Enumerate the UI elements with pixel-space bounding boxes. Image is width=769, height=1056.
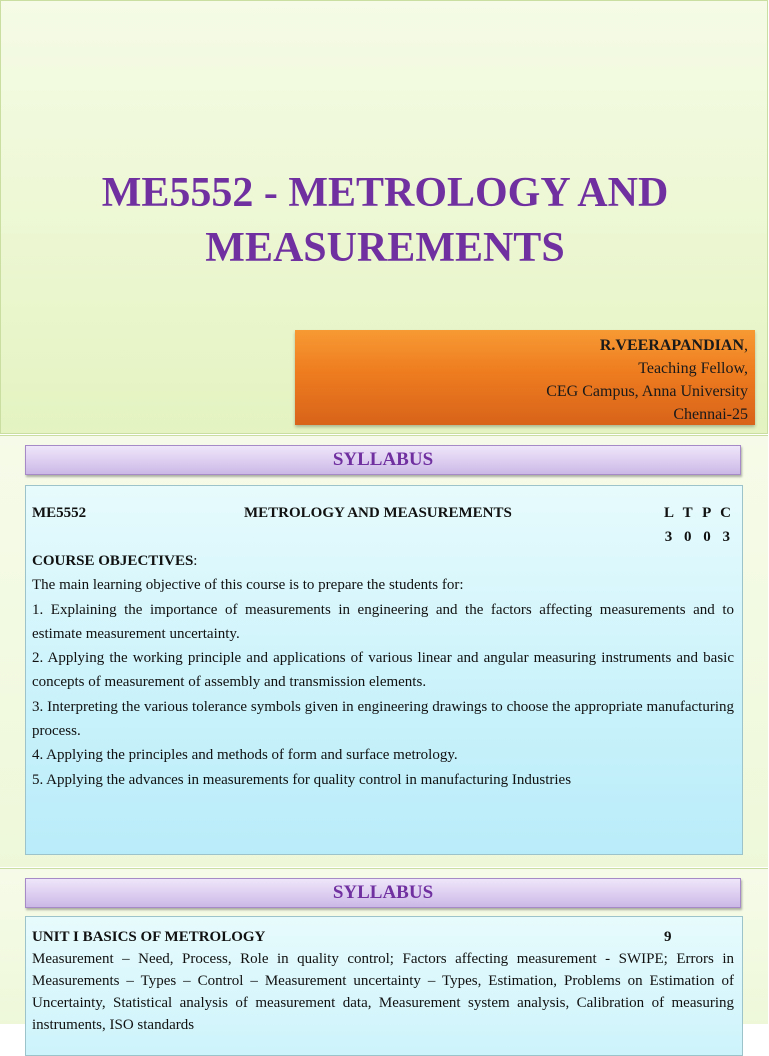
- author-role: Teaching Fellow,: [638, 360, 748, 377]
- objectives-intro: The main learning objective of this course is to prepare the students for:: [32, 577, 464, 594]
- objective-item: 5. Applying the advances in measurements for quality control in manufacturing Industries: [32, 771, 572, 788]
- objective-item: 2. Applying the working principle and applications of various linear and angular measuring instruments and basic concepts of measurement of assembly and transmission elements.: [32, 650, 734, 691]
- objective-item: 4. Applying the principles and methods of form and surface metrology.: [32, 747, 458, 764]
- author-info-box: [295, 330, 755, 425]
- author-campus: CEG Campus, Anna University: [546, 383, 748, 400]
- unit-content-box: [25, 916, 743, 1056]
- ltpc-values: 3 0 0 3: [664, 529, 734, 545]
- unit-title-row: [32, 926, 734, 948]
- syllabus-unit-slide: [0, 868, 768, 1033]
- course-name: METROLOGY AND MEASUREMENTS: [244, 505, 512, 521]
- objective-item: 1. Explaining the importance of measurements in engineering and the factors affecting measurements and to estimate measurement uncertainty.: [32, 601, 734, 642]
- title-slide: [0, 0, 768, 434]
- objectives-colon: :: [193, 553, 198, 569]
- course-code: ME5552: [32, 505, 87, 521]
- syllabus-heading: SYLLABUS: [25, 445, 741, 475]
- objectives-title: COURSE OBJECTIVES: [32, 553, 194, 569]
- objectives-title-line: [32, 549, 734, 573]
- author-name-line: [295, 334, 748, 357]
- course-title-line-2: MEASUREMENTS: [205, 225, 565, 271]
- ltpc-label: L T P C: [663, 505, 734, 521]
- course-header-row: [32, 501, 734, 525]
- author-city: Chennai-25: [673, 406, 748, 423]
- syllabus-slide: [0, 435, 768, 867]
- syllabus-content-box: [25, 485, 743, 855]
- unit-hours: 9: [664, 929, 672, 945]
- course-title: [1, 166, 769, 276]
- author-name-comma: ,: [744, 337, 748, 354]
- unit-description: Measurement – Need, Process, Role in quality control; Factors affecting measurement - SWIPE; Errors in Measurements – Types – Control – Measurement uncertainty – Types, Estimation, Problems on Estimation of Uncertainty, Statistical analysis of measurement data, Measurement system analysis, Calibration of measuring instruments, ISO standards: [32, 951, 734, 1033]
- syllabus-heading: SYLLABUS: [25, 878, 741, 908]
- objective-item: 3. Interpreting the various tolerance symbols given in engineering drawings to choose the appropriate manufacturing process.: [32, 698, 734, 740]
- unit-title: UNIT I BASICS OF METROLOGY: [32, 929, 266, 945]
- author-name: R.VEERAPANDIAN: [599, 337, 744, 354]
- course-title-line-1: ME5552 - METROLOGY AND: [101, 170, 669, 216]
